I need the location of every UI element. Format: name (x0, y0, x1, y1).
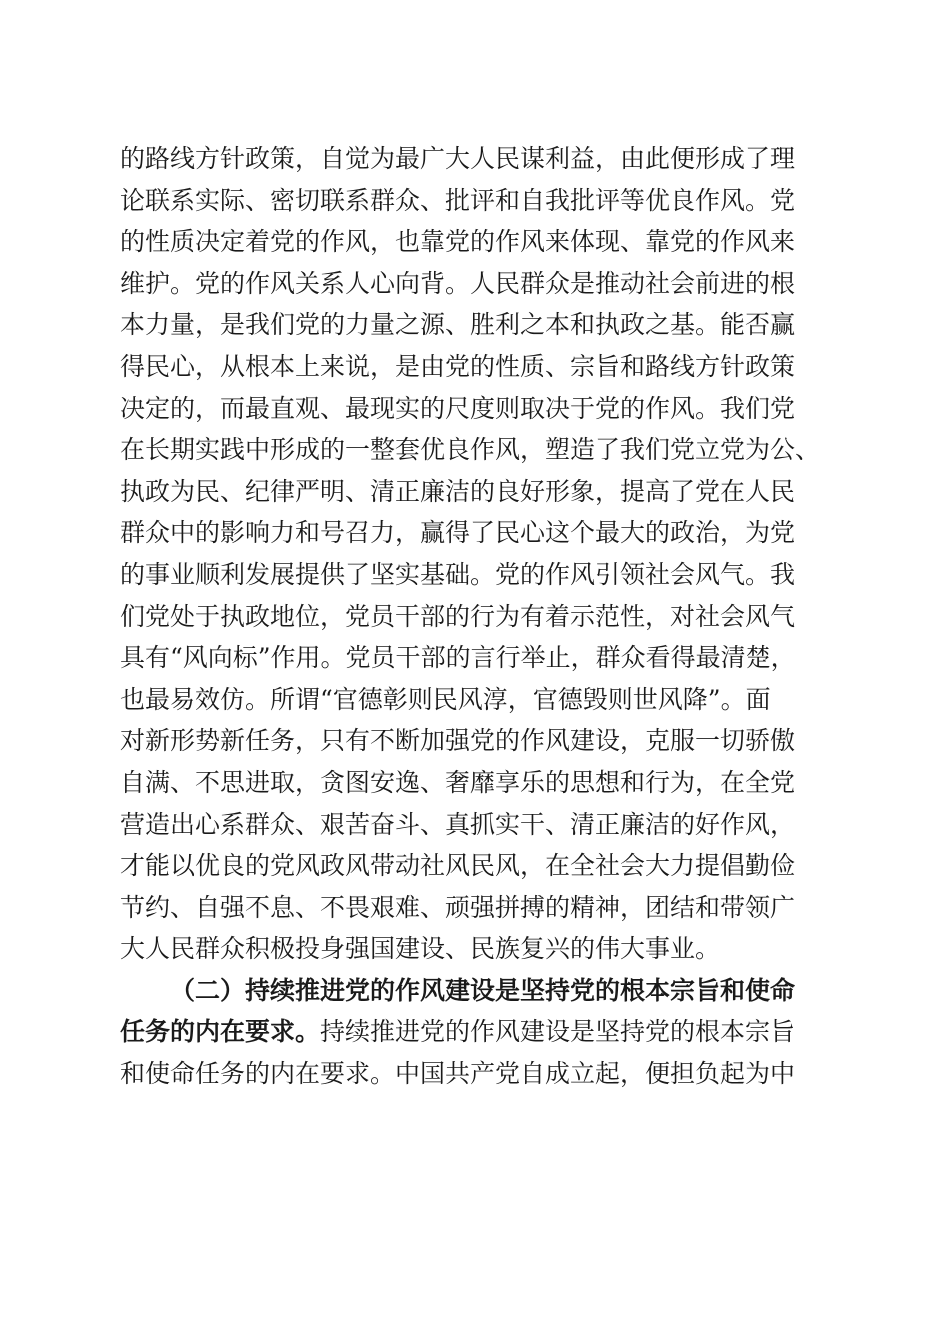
text-span: 持续推进党的作风建设是坚持党的根本宗旨 (320, 1017, 796, 1047)
text-line: 自满、不思进取，贪图安逸、奢靡享乐的思想和行为，在全党 (120, 767, 796, 797)
section-heading-continuation (120, 1011, 840, 1053)
text-line: 也最易效仿。所谓“官德彰则民风淳，官德毁则世风降”。面 (120, 684, 771, 714)
text-line: 的性质决定着党的作风，也靠党的作风来体现、靠党的作风来 (120, 227, 796, 257)
text-line: 大人民群众积极投身强国建设、民族复兴的伟大事业。 (120, 934, 721, 964)
text-line: 群众中的影响力和号召力，赢得了民心这个最大的政治，为党 (120, 518, 796, 548)
text-line: 和使命任务的内在要求。中国共产党自成立起，便担负起为中 (120, 1059, 796, 1089)
text-line: 才能以优良的党风政风带动社风民风，在全社会大力提倡勤俭 (120, 851, 796, 881)
text-line: 具有“风向标”作用。党员干部的言行举止，群众看得最清楚， (120, 643, 796, 673)
text-line: 本力量，是我们党的力量之源、胜利之本和执政之基。能否赢 (120, 310, 796, 340)
text-line: 对新形势新任务，只有不断加强党的作风建设，克服一切骄傲 (120, 726, 796, 756)
text-line: 维护。党的作风关系人心向背。人民群众是推动社会前进的根 (120, 268, 796, 298)
text-line: 执政为民、纪律严明、清正廉洁的良好形象，提高了党在人民 (120, 476, 796, 506)
text-line: 们党处于执政地位，党员干部的行为有着示范性，对社会风气 (120, 601, 796, 631)
text-line: 节约、自强不息、不畏艰难、顽强拼搏的精神，团结和带领广 (120, 892, 796, 922)
text-line: 的路线方针政策，自觉为最广大人民谋利益，由此便形成了理 (120, 144, 796, 173)
text-line: 得民心，从根本上来说，是由党的性质、宗旨和路线方针政策 (120, 351, 796, 381)
section-heading: （二）持续推进党的作风建设是坚持党的根本宗旨和使命 (170, 975, 796, 1005)
section-heading-end: 任务的内在要求。 (120, 1017, 321, 1047)
text-line: 在长期实践中形成的一整套优良作风，塑造了我们党立党为公、 (120, 435, 821, 465)
text-line: 的事业顺利发展提供了坚实基础。党的作风引领社会风气。我 (120, 559, 796, 589)
text-line: 决定的，而最直观、最现实的尺度则取决于党的作风。我们党 (120, 393, 796, 423)
text-line: 营造出心系群众、艰苦奋斗、真抓实干、清正廉洁的好作风， (120, 809, 796, 839)
text-line: 论联系实际、密切联系群众、批评和自我批评等优良作风。党 (120, 185, 796, 215)
body-text (120, 138, 840, 1095)
